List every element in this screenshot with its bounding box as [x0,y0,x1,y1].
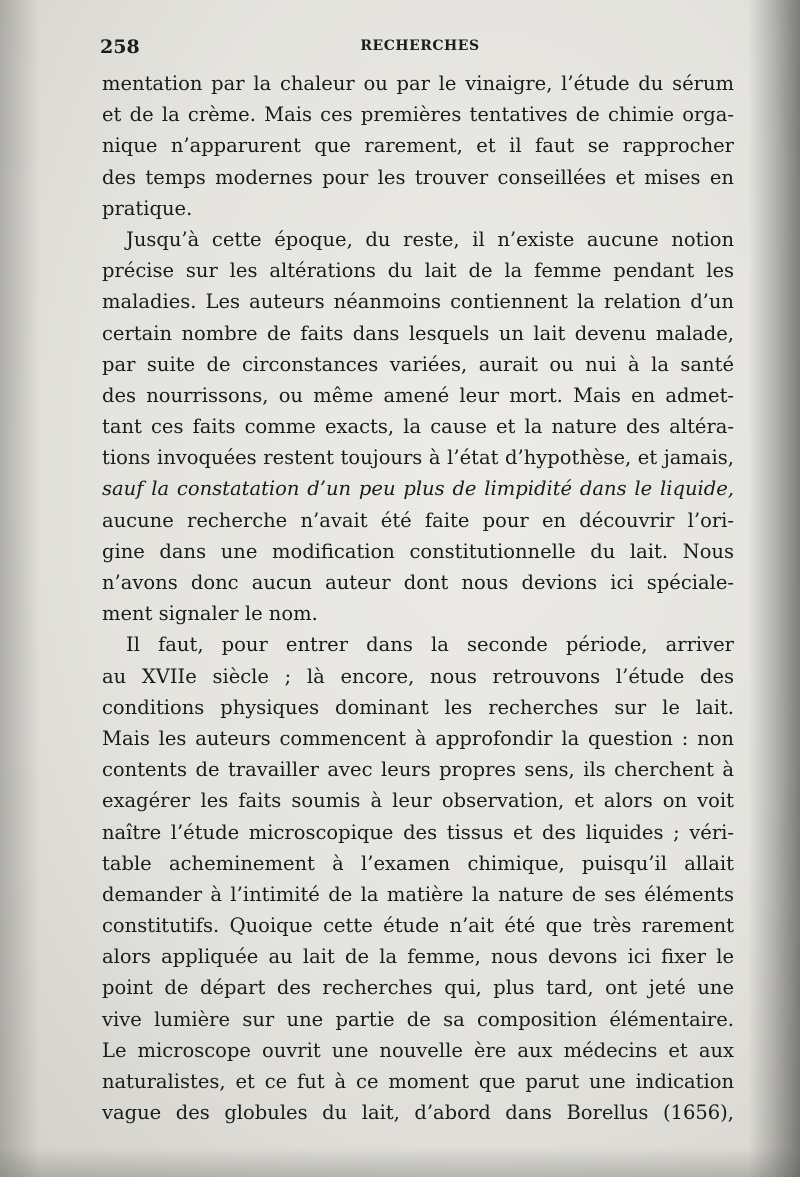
text-line: au XVIIe siècle ; là encore, nous retrouvons l’étude des [102,664,734,688]
text-line: maladies. Les auteurs néanmoins contiennent la relation d’un [102,290,734,314]
text-line: contents de travailler avec leurs propres sens, ils cherchent à [102,758,734,782]
paragraph-2 [102,224,734,629]
text-line: conditions physiques dominant les recherches sur le lait. [102,695,734,719]
paragraph-3 [102,629,734,1128]
text-line: exagérer les faits soumis à leur observation, et alors on voit [102,789,734,813]
text-line: certain nombre de faits dans lesquels un lait devenu malade, [102,321,734,345]
text-line: tant ces faits comme exacts, la cause et la nature des altéra- [102,415,734,439]
text-line: constitutifs. Quoique cette étude n’ait été que très rarement [102,914,734,938]
text-line: nique n’apparurent que rarement, et il faut se rapprocher [102,134,734,158]
page-number: 258 [100,36,140,58]
text-line: des nourrissons, ou même amené leur mort. Mais en admet- [102,383,734,407]
text-line: Il faut, pour entrer dans la seconde période, arriver [126,633,734,657]
text-line: n’avons donc aucun auteur dont nous devions ici spéciale- [102,571,734,594]
paragraph-1 [102,68,734,224]
text-line: tions invoquées restent toujours à l’état d’hypothèse, et jamais, [102,446,734,470]
scan-shadow-left [0,0,40,1177]
text-line: alors appliquée au lait de la femme, nous devons ici fixer le [102,945,734,969]
text-line: des temps modernes pour les trouver conseillées et mises en [102,165,734,189]
text-line: naturalistes, et ce fut à ce moment que parut une indication [102,1070,734,1093]
text-line: table acheminement à l’examen chimique, puisqu’il allait [102,851,734,875]
text-line: Jusqu’à cette époque, du reste, il n’existe aucune notion [126,227,734,251]
text-line: demander à l’intimité de la matière la nature de ses éléments [102,882,734,906]
text-line: Mais les auteurs commencent à approfondir la question : non [102,726,734,750]
text-line: par suite de circonstances variées, aurait ou nui à la santé [102,352,734,376]
text-line: pratique. [102,196,193,220]
body-text [102,68,734,1128]
text-line: naître l’étude microscopique des tissus et des liquides ; véri- [102,820,734,844]
text-line: ment signaler le nom. [102,602,318,626]
text-line: vague des globules du lait, d’abord dans Borellus (1656), [102,1101,734,1125]
text-line: point de départ des recherches qui, plus tard, ont jeté une [102,976,734,1000]
running-head: RECHERCHES [360,38,480,54]
scan-shadow-right [748,0,800,1177]
page-header [100,36,740,60]
text-line: et de la crème. Mais ces premières tentatives de chimie orga- [102,103,734,127]
text-line: vive lumière sur une partie de sa composition élémentaire. [102,1007,734,1031]
text-line: gine dans une modification constitutionnelle du lait. Nous [102,539,734,563]
text-line: mentation par la chaleur ou par le vinaigre, l’étude du sérum [102,72,734,95]
text-line: précise sur les altérations du lait de la femme pendant les [102,259,734,283]
text-line: aucune recherche n’avait été faite pour en découvrir l’ori- [102,508,734,532]
text-line-italic: sauf la constatation d’un peu plus de limpidité dans le liquide, [102,477,734,501]
scan-shadow-bottom [0,1147,800,1177]
text-line: Le microscope ouvrit une nouvelle ère aux médecins et aux [102,1038,734,1062]
